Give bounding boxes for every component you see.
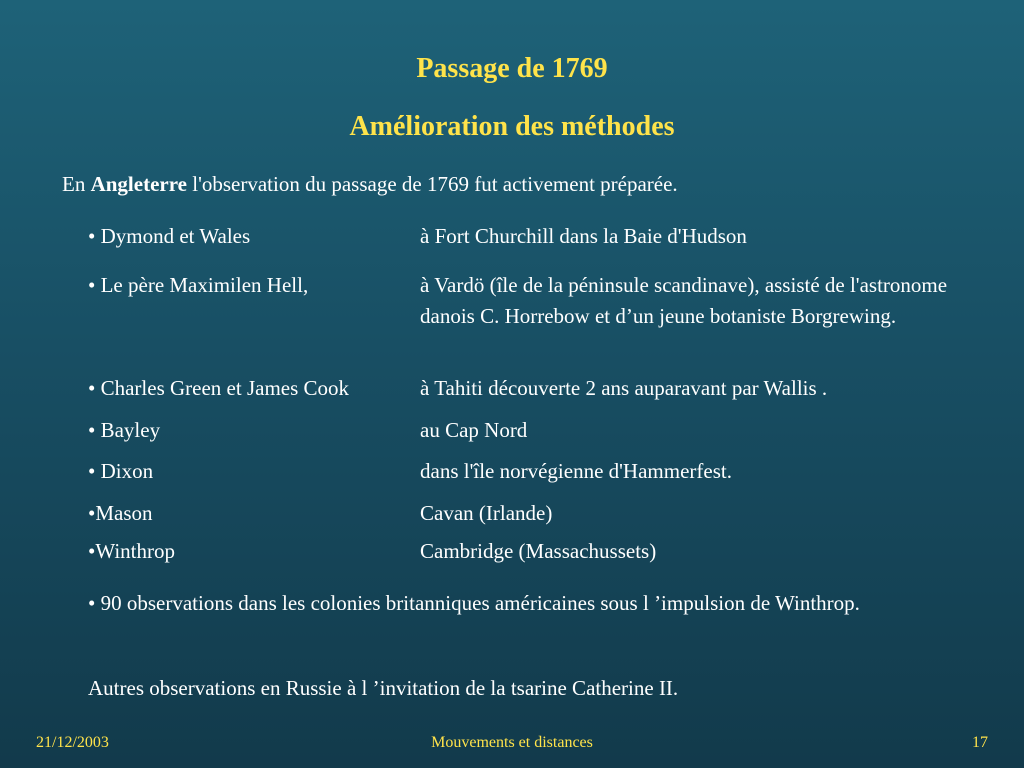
observer-place: Cavan (Irlande)	[420, 501, 553, 525]
observer-name: • Dymond et Wales	[88, 224, 251, 248]
note-russia: Autres observations en Russie à l ’invitation de la tsarine Catherine II.	[88, 676, 679, 700]
intro-suffix: l'observation du passage de 1769 fut activement préparée.	[186, 172, 678, 196]
observer-place: Cambridge (Massachussets)	[420, 539, 657, 563]
observer-place: à Vardö (île de la péninsule scandinave), assisté de l'astronome danois C. Horrebow et d’un jeune botaniste Borgrewing.	[420, 273, 948, 328]
observer-name: • Dixon	[88, 459, 154, 483]
intro-emphasis: Angleterre	[90, 172, 187, 196]
observer-name: • Bayley	[88, 418, 161, 442]
observer-place: dans l'île norvégienne d'Hammerfest.	[420, 459, 732, 483]
observer-name: •Mason	[88, 501, 153, 525]
footer-page-number: 17	[972, 734, 988, 751]
slide-subtitle: Amélioration des méthodes	[349, 111, 675, 142]
observer-place: à Fort Churchill dans la Baie d'Hudson	[420, 224, 747, 248]
intro-prefix: En	[62, 172, 91, 196]
observer-place: au Cap Nord	[420, 418, 528, 442]
observer-name: • Charles Green et James Cook	[88, 376, 350, 400]
slide-title: Passage de 1769	[416, 53, 608, 84]
observer-name: • Le père Maximilen Hell,	[88, 273, 309, 297]
observer-name: •Winthrop	[88, 539, 175, 563]
intro-text	[62, 170, 678, 198]
footer-title: Mouvements et distances	[431, 734, 593, 751]
observer-place: à Tahiti découverte 2 ans auparavant par Wallis .	[420, 376, 828, 400]
note-colonies: • 90 observations dans les colonies britanniques américaines sous l ’impulsion de Winthrop.	[88, 591, 860, 615]
footer-date: 21/12/2003	[36, 734, 109, 751]
